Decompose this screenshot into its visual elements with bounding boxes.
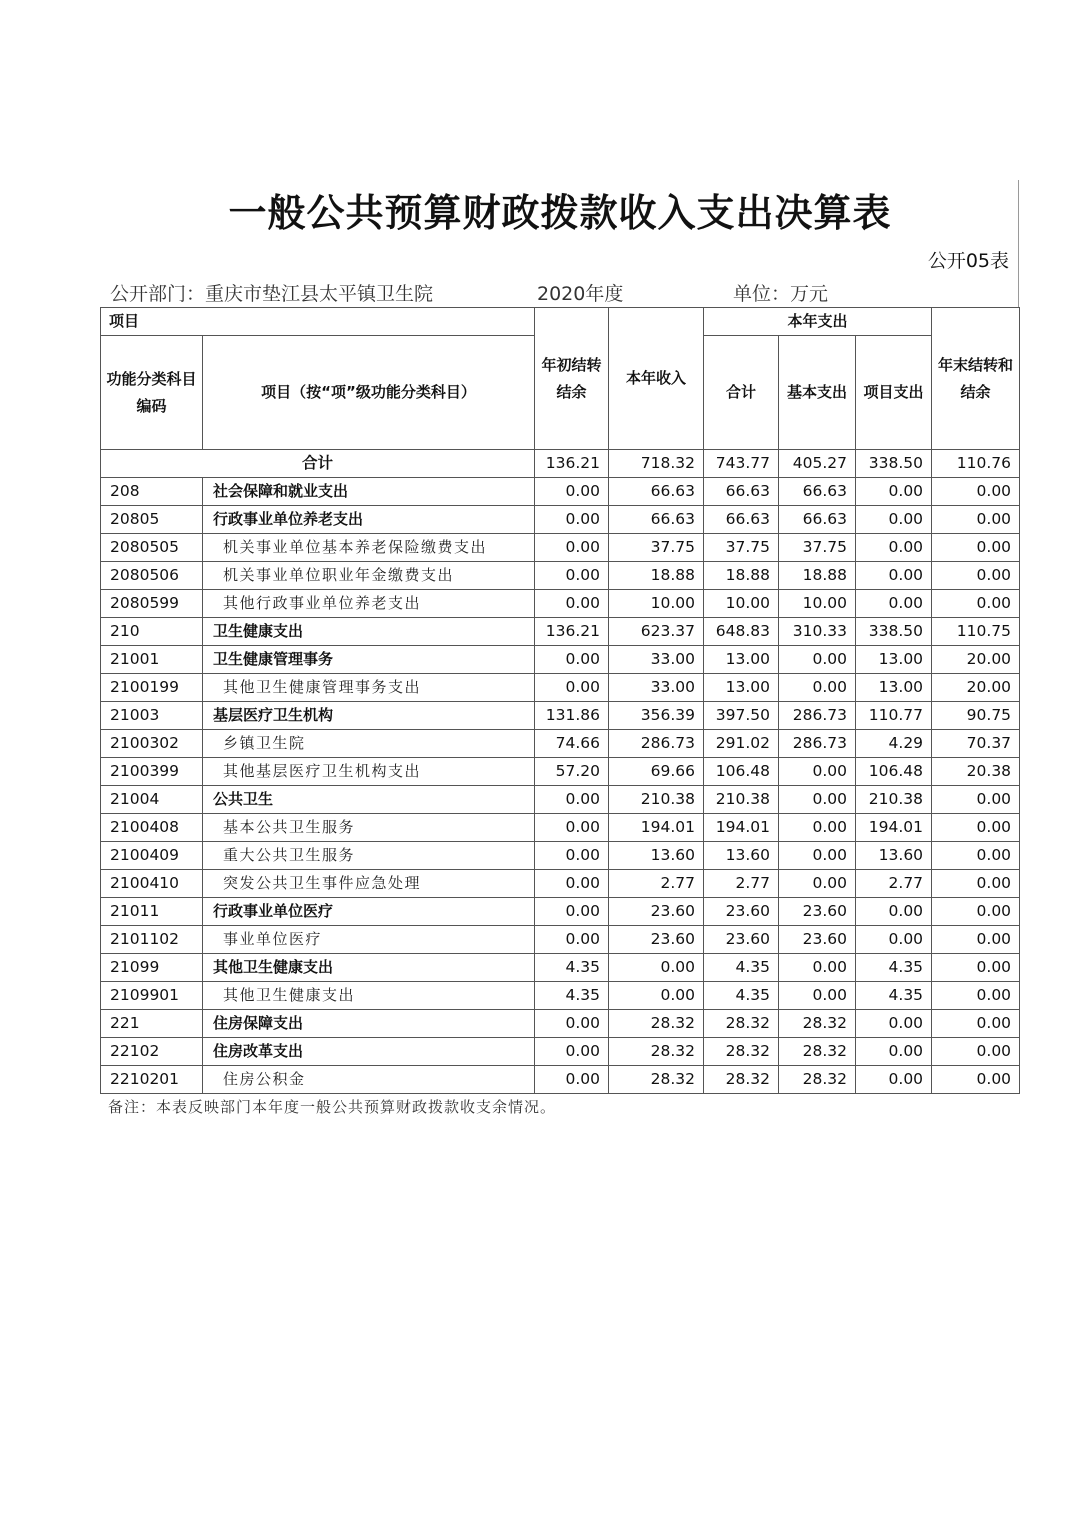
cell-end-balance: 0.00 bbox=[932, 1038, 1020, 1066]
cell-code: 2080505 bbox=[101, 534, 203, 562]
table-row bbox=[101, 842, 1020, 870]
cell-end-balance: 0.00 bbox=[932, 898, 1020, 926]
header-expense-group: 本年支出 bbox=[704, 308, 932, 336]
department-label: 公开部门：重庆市垫江县太平镇卫生院 bbox=[110, 283, 434, 305]
cell-income: 28.32 bbox=[609, 1010, 704, 1038]
cell-total: 37.75 bbox=[704, 534, 779, 562]
cell-begin-balance: 0.00 bbox=[535, 786, 609, 814]
cell-name: 社会保障和就业支出 bbox=[203, 478, 535, 506]
header-project-expense: 项目支出 bbox=[856, 336, 932, 450]
cell-basic: 0.00 bbox=[779, 758, 856, 786]
cell-basic: 10.00 bbox=[779, 590, 856, 618]
cell-project: 0.00 bbox=[856, 506, 932, 534]
cell-total: 28.32 bbox=[704, 1010, 779, 1038]
cell-end-balance: 0.00 bbox=[932, 954, 1020, 982]
cell-basic: 28.32 bbox=[779, 1066, 856, 1094]
table-row bbox=[101, 758, 1020, 786]
header-basic: 基本支出 bbox=[779, 336, 856, 450]
cell-project: 0.00 bbox=[856, 562, 932, 590]
cell-project: 13.00 bbox=[856, 674, 932, 702]
cell-begin-balance: 0.00 bbox=[535, 1038, 609, 1066]
cell-end-balance: 110.75 bbox=[932, 618, 1020, 646]
cell-project: 0.00 bbox=[856, 1066, 932, 1094]
cell-total: 106.48 bbox=[704, 758, 779, 786]
cell-project: 0.00 bbox=[856, 478, 932, 506]
table-row bbox=[101, 1038, 1020, 1066]
cell-income: 66.63 bbox=[609, 478, 704, 506]
cell-name: 住房保障支出 bbox=[203, 1010, 535, 1038]
table-row bbox=[101, 730, 1020, 758]
header-end-balance: 年末结转和结余 bbox=[932, 308, 1020, 450]
cell-income: 33.00 bbox=[609, 674, 704, 702]
cell-basic: 18.88 bbox=[779, 562, 856, 590]
cell-project: 0.00 bbox=[856, 590, 932, 618]
cell-end-balance: 0.00 bbox=[932, 534, 1020, 562]
cell-end-balance: 0.00 bbox=[932, 842, 1020, 870]
cell-project: 106.48 bbox=[856, 758, 932, 786]
cell-end-balance: 20.00 bbox=[932, 646, 1020, 674]
cell-code: 2109901 bbox=[101, 982, 203, 1010]
total-begin: 136.21 bbox=[535, 450, 609, 478]
cell-basic: 23.60 bbox=[779, 898, 856, 926]
cell-income: 194.01 bbox=[609, 814, 704, 842]
cell-code: 2210201 bbox=[101, 1066, 203, 1094]
cell-name: 其他卫生健康支出 bbox=[203, 954, 535, 982]
cell-project: 0.00 bbox=[856, 1038, 932, 1066]
header-func-code: 功能分类科目编码 bbox=[101, 336, 203, 450]
cell-basic: 0.00 bbox=[779, 870, 856, 898]
unit-label: 单位：万元 bbox=[733, 283, 829, 305]
cell-basic: 23.60 bbox=[779, 926, 856, 954]
cell-project: 194.01 bbox=[856, 814, 932, 842]
table-row bbox=[101, 562, 1020, 590]
cell-basic: 310.33 bbox=[779, 618, 856, 646]
cell-project: 210.38 bbox=[856, 786, 932, 814]
table-row bbox=[101, 646, 1020, 674]
cell-begin-balance: 4.35 bbox=[535, 982, 609, 1010]
document-title: 一般公共预算财政拨款收入支出决算表 bbox=[228, 190, 892, 235]
cell-basic: 286.73 bbox=[779, 702, 856, 730]
cell-code: 21099 bbox=[101, 954, 203, 982]
cell-total: 28.32 bbox=[704, 1066, 779, 1094]
cell-code: 21003 bbox=[101, 702, 203, 730]
cell-basic: 286.73 bbox=[779, 730, 856, 758]
total-label: 合计 bbox=[101, 450, 535, 478]
cell-begin-balance: 0.00 bbox=[535, 590, 609, 618]
cell-end-balance: 0.00 bbox=[932, 1066, 1020, 1094]
cell-code: 2100302 bbox=[101, 730, 203, 758]
cell-project: 4.29 bbox=[856, 730, 932, 758]
cell-total: 23.60 bbox=[704, 926, 779, 954]
cell-income: 28.32 bbox=[609, 1038, 704, 1066]
cell-begin-balance: 0.00 bbox=[535, 842, 609, 870]
cell-begin-balance: 0.00 bbox=[535, 814, 609, 842]
table-row bbox=[101, 982, 1020, 1010]
cell-begin-balance: 0.00 bbox=[535, 674, 609, 702]
cell-income: 623.37 bbox=[609, 618, 704, 646]
cell-begin-balance: 4.35 bbox=[535, 954, 609, 982]
cell-name: 事业单位医疗 bbox=[203, 926, 535, 954]
table-row bbox=[101, 1010, 1020, 1038]
cell-name: 突发公共卫生事件应急处理 bbox=[203, 870, 535, 898]
cell-code: 221 bbox=[101, 1010, 203, 1038]
cell-code: 2100410 bbox=[101, 870, 203, 898]
cell-begin-balance: 74.66 bbox=[535, 730, 609, 758]
cell-basic: 0.00 bbox=[779, 814, 856, 842]
cell-end-balance: 0.00 bbox=[932, 478, 1020, 506]
cell-begin-balance: 0.00 bbox=[535, 1010, 609, 1038]
cell-name: 乡镇卫生院 bbox=[203, 730, 535, 758]
total-end: 110.76 bbox=[932, 450, 1020, 478]
cell-end-balance: 20.38 bbox=[932, 758, 1020, 786]
table-row bbox=[101, 954, 1020, 982]
cell-total: 2.77 bbox=[704, 870, 779, 898]
cell-name: 其他卫生健康管理事务支出 bbox=[203, 674, 535, 702]
cell-name: 卫生健康支出 bbox=[203, 618, 535, 646]
cell-name: 重大公共卫生服务 bbox=[203, 842, 535, 870]
cell-income: 37.75 bbox=[609, 534, 704, 562]
cell-end-balance: 0.00 bbox=[932, 786, 1020, 814]
table-row bbox=[101, 618, 1020, 646]
cell-total: 23.60 bbox=[704, 898, 779, 926]
budget-table bbox=[100, 307, 1020, 1094]
cell-code: 2100199 bbox=[101, 674, 203, 702]
cell-code: 21004 bbox=[101, 786, 203, 814]
cell-basic: 66.63 bbox=[779, 506, 856, 534]
cell-end-balance: 0.00 bbox=[932, 1010, 1020, 1038]
table-row bbox=[101, 478, 1020, 506]
cell-end-balance: 0.00 bbox=[932, 506, 1020, 534]
cell-end-balance: 70.37 bbox=[932, 730, 1020, 758]
cell-code: 21011 bbox=[101, 898, 203, 926]
cell-name: 住房公积金 bbox=[203, 1066, 535, 1094]
header-total: 合计 bbox=[704, 336, 779, 450]
cell-begin-balance: 136.21 bbox=[535, 618, 609, 646]
cell-income: 0.00 bbox=[609, 954, 704, 982]
total-basic: 405.27 bbox=[779, 450, 856, 478]
cell-code: 2100399 bbox=[101, 758, 203, 786]
cell-code: 2101102 bbox=[101, 926, 203, 954]
cell-name: 卫生健康管理事务 bbox=[203, 646, 535, 674]
cell-name: 行政事业单位医疗 bbox=[203, 898, 535, 926]
cell-basic: 0.00 bbox=[779, 674, 856, 702]
table-row bbox=[101, 674, 1020, 702]
table-row bbox=[101, 786, 1020, 814]
cell-basic: 0.00 bbox=[779, 982, 856, 1010]
cell-income: 13.60 bbox=[609, 842, 704, 870]
cell-project: 4.35 bbox=[856, 954, 932, 982]
table-row bbox=[101, 1066, 1020, 1094]
cell-income: 18.88 bbox=[609, 562, 704, 590]
cell-income: 10.00 bbox=[609, 590, 704, 618]
cell-basic: 0.00 bbox=[779, 842, 856, 870]
total-income: 718.32 bbox=[609, 450, 704, 478]
cell-total: 66.63 bbox=[704, 478, 779, 506]
cell-end-balance: 0.00 bbox=[932, 982, 1020, 1010]
cell-end-balance: 0.00 bbox=[932, 926, 1020, 954]
cell-total: 13.00 bbox=[704, 646, 779, 674]
table-row bbox=[101, 534, 1020, 562]
table-row bbox=[101, 926, 1020, 954]
cell-begin-balance: 0.00 bbox=[535, 506, 609, 534]
cell-name: 其他卫生健康支出 bbox=[203, 982, 535, 1010]
table-row bbox=[101, 506, 1020, 534]
table-row bbox=[101, 870, 1020, 898]
cell-total: 4.35 bbox=[704, 982, 779, 1010]
table-body bbox=[101, 450, 1020, 1094]
cell-basic: 37.75 bbox=[779, 534, 856, 562]
cell-income: 69.66 bbox=[609, 758, 704, 786]
cell-end-balance: 20.00 bbox=[932, 674, 1020, 702]
cell-total: 13.60 bbox=[704, 842, 779, 870]
cell-total: 18.88 bbox=[704, 562, 779, 590]
cell-project: 13.00 bbox=[856, 646, 932, 674]
cell-code: 2080506 bbox=[101, 562, 203, 590]
table-row bbox=[101, 702, 1020, 730]
cell-name: 基层医疗卫生机构 bbox=[203, 702, 535, 730]
cell-begin-balance: 0.00 bbox=[535, 534, 609, 562]
cell-end-balance: 0.00 bbox=[932, 814, 1020, 842]
cell-total: 28.32 bbox=[704, 1038, 779, 1066]
footnote: 备注：本表反映部门本年度一般公共预算财政拨款收支余情况。 bbox=[108, 1098, 557, 1116]
cell-basic: 0.00 bbox=[779, 954, 856, 982]
cell-end-balance: 90.75 bbox=[932, 702, 1020, 730]
total-total: 743.77 bbox=[704, 450, 779, 478]
cell-code: 20805 bbox=[101, 506, 203, 534]
cell-total: 210.38 bbox=[704, 786, 779, 814]
cell-income: 33.00 bbox=[609, 646, 704, 674]
cell-total: 66.63 bbox=[704, 506, 779, 534]
cell-basic: 0.00 bbox=[779, 786, 856, 814]
cell-name: 机关事业单位基本养老保险缴费支出 bbox=[203, 534, 535, 562]
cell-income: 23.60 bbox=[609, 926, 704, 954]
cell-basic: 66.63 bbox=[779, 478, 856, 506]
header-begin-balance: 年初结转结余 bbox=[535, 308, 609, 450]
cell-income: 23.60 bbox=[609, 898, 704, 926]
cell-begin-balance: 0.00 bbox=[535, 562, 609, 590]
cell-end-balance: 0.00 bbox=[932, 562, 1020, 590]
cell-total: 10.00 bbox=[704, 590, 779, 618]
cell-total: 397.50 bbox=[704, 702, 779, 730]
cell-basic: 0.00 bbox=[779, 646, 856, 674]
cell-begin-balance: 131.86 bbox=[535, 702, 609, 730]
cell-begin-balance: 0.00 bbox=[535, 478, 609, 506]
cell-income: 210.38 bbox=[609, 786, 704, 814]
cell-begin-balance: 0.00 bbox=[535, 1066, 609, 1094]
cell-name: 其他基层医疗卫生机构支出 bbox=[203, 758, 535, 786]
cell-begin-balance: 0.00 bbox=[535, 646, 609, 674]
cell-total: 648.83 bbox=[704, 618, 779, 646]
cell-begin-balance: 0.00 bbox=[535, 870, 609, 898]
total-row bbox=[101, 450, 1020, 478]
cell-project: 0.00 bbox=[856, 534, 932, 562]
cell-total: 13.00 bbox=[704, 674, 779, 702]
cell-begin-balance: 0.00 bbox=[535, 926, 609, 954]
cell-project: 0.00 bbox=[856, 926, 932, 954]
cell-name: 机关事业单位职业年金缴费支出 bbox=[203, 562, 535, 590]
cell-project: 0.00 bbox=[856, 1010, 932, 1038]
cell-project: 110.77 bbox=[856, 702, 932, 730]
cell-basic: 28.32 bbox=[779, 1010, 856, 1038]
total-project: 338.50 bbox=[856, 450, 932, 478]
cell-begin-balance: 57.20 bbox=[535, 758, 609, 786]
cell-end-balance: 0.00 bbox=[932, 590, 1020, 618]
year-label: 2020年度 bbox=[537, 283, 624, 305]
cell-name: 其他行政事业单位养老支出 bbox=[203, 590, 535, 618]
cell-income: 286.73 bbox=[609, 730, 704, 758]
header-income: 本年收入 bbox=[609, 308, 704, 450]
cell-code: 2100409 bbox=[101, 842, 203, 870]
table-row bbox=[101, 814, 1020, 842]
cell-project: 4.35 bbox=[856, 982, 932, 1010]
cell-income: 66.63 bbox=[609, 506, 704, 534]
cell-basic: 28.32 bbox=[779, 1038, 856, 1066]
cell-project: 338.50 bbox=[856, 618, 932, 646]
cell-income: 2.77 bbox=[609, 870, 704, 898]
header-project: 项目 bbox=[101, 308, 535, 336]
cell-total: 194.01 bbox=[704, 814, 779, 842]
cell-code: 21001 bbox=[101, 646, 203, 674]
cell-income: 0.00 bbox=[609, 982, 704, 1010]
cell-name: 行政事业单位养老支出 bbox=[203, 506, 535, 534]
cell-code: 2100408 bbox=[101, 814, 203, 842]
table-code: 公开05表 bbox=[927, 250, 1009, 272]
cell-total: 291.02 bbox=[704, 730, 779, 758]
cell-code: 2080599 bbox=[101, 590, 203, 618]
cell-name: 住房改革支出 bbox=[203, 1038, 535, 1066]
table-row bbox=[101, 898, 1020, 926]
cell-project: 2.77 bbox=[856, 870, 932, 898]
cell-code: 22102 bbox=[101, 1038, 203, 1066]
cell-project: 13.60 bbox=[856, 842, 932, 870]
cell-name: 基本公共卫生服务 bbox=[203, 814, 535, 842]
cell-income: 356.39 bbox=[609, 702, 704, 730]
header-func-name: 项目（按“项”级功能分类科目） bbox=[203, 336, 535, 450]
cell-total: 4.35 bbox=[704, 954, 779, 982]
cell-income: 28.32 bbox=[609, 1066, 704, 1094]
cell-begin-balance: 0.00 bbox=[535, 898, 609, 926]
table-row bbox=[101, 590, 1020, 618]
cell-end-balance: 0.00 bbox=[932, 870, 1020, 898]
cell-code: 210 bbox=[101, 618, 203, 646]
cell-project: 0.00 bbox=[856, 898, 932, 926]
cell-code: 208 bbox=[101, 478, 203, 506]
cell-name: 公共卫生 bbox=[203, 786, 535, 814]
